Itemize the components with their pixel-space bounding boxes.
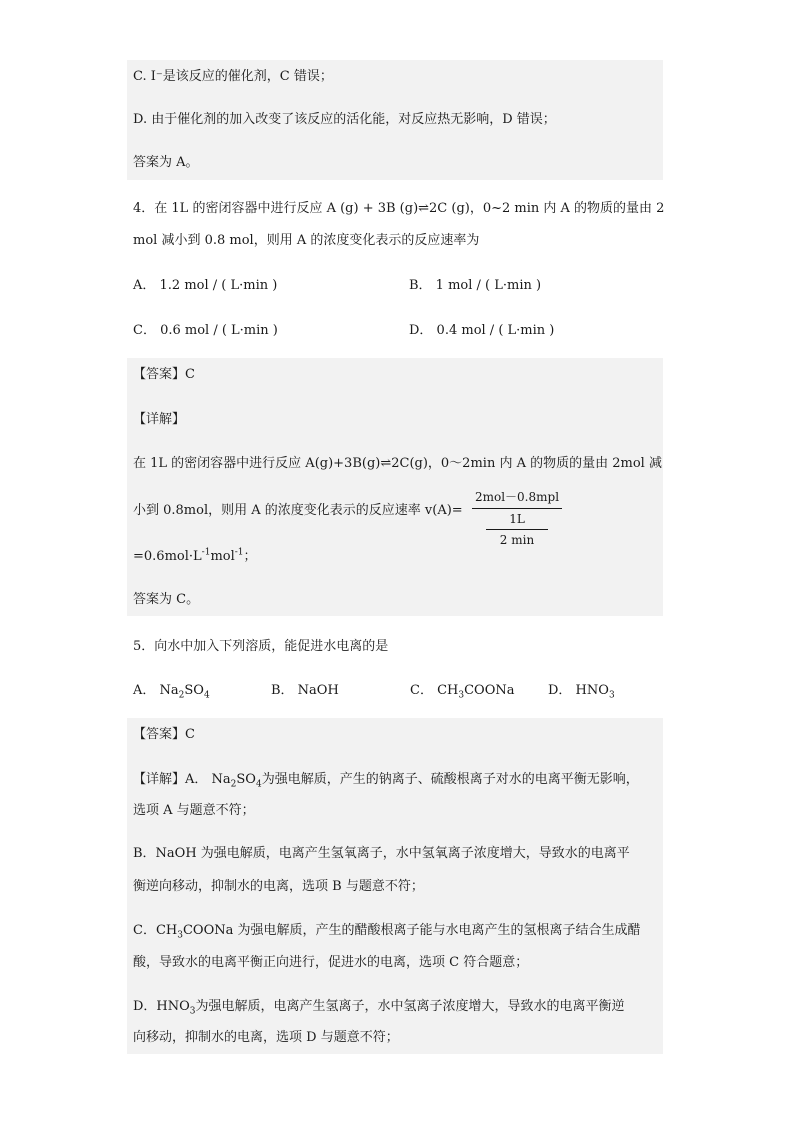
- q5-dc-post: COONa 为强电解质，产生的醋酸根离子能与水电离产生的氢根离子结合生成醋: [182, 923, 641, 938]
- q4-result-sup2: -1: [234, 547, 244, 558]
- q5-answer-text: 【答案】C: [133, 727, 195, 742]
- q5-dd-sub: 3: [189, 1006, 196, 1017]
- rate-fraction: [472, 488, 562, 548]
- q5-detail-c-text1: [127, 923, 641, 941]
- q4-detail-result: [127, 549, 257, 564]
- q4-detail-head-text: 【详解】: [133, 412, 186, 427]
- q4-stem-text2: mol 减小到 0.8 mol，则用 A 的浓度变化表示的反应速率为: [133, 233, 480, 248]
- c-option-text: C. I⁻是该反应的催化剂，C 错误；: [133, 69, 333, 84]
- fraction-denominator: 2 min: [499, 533, 535, 547]
- q4-stem-line2: [127, 230, 663, 252]
- q4-detail-line1: [127, 442, 663, 486]
- q5-detail-a-line1: [127, 762, 663, 798]
- q4-option-d: D． 0.4 mol / ( L·min ): [409, 323, 555, 338]
- q4-detail-text2: 小到 0.8mol，则用 A 的浓度变化表示的反应速率 v(A)=: [133, 503, 463, 518]
- q5-c-pre: C． CH: [410, 683, 459, 698]
- q4-detail-text1: 在 1L 的密闭容器中进行反应 A(g)+3B(g)⇌2C(g)，0～2min 内 A 的物质的量由 2mol 减: [133, 456, 662, 471]
- q4-detail-head-line: [127, 398, 663, 442]
- answer-c-text: 答案为 C。: [133, 592, 200, 607]
- q4-result-part2: mol: [210, 549, 235, 564]
- q4-answer-line: [127, 358, 663, 398]
- q5-option-c: [410, 680, 515, 702]
- q5-c-sub: 3: [458, 690, 465, 701]
- q5-detail-d-line2: [127, 1026, 663, 1054]
- q5-dd-post: 为强电解质，电离产生氢离子，水中氢离子浓度增大，导致水的电离平衡逆: [195, 999, 625, 1014]
- q5-da-sub2: 4: [255, 779, 262, 790]
- q5-detail-c-text2: 酸，导致水的电离平衡正向进行，促进水的电离，选项 C 符合题意；: [133, 955, 529, 970]
- q4-option-b: B． 1 mol / ( L·min ): [409, 278, 542, 293]
- q5-dc-sub: 3: [177, 930, 183, 941]
- q5-option-d: [548, 680, 615, 702]
- q5-dc-pre: C．CH: [133, 923, 178, 938]
- q5-stem-line: [127, 636, 663, 658]
- q5-detail-d-line1: [127, 984, 663, 1026]
- fraction-bar-outer: [486, 529, 548, 530]
- fraction-numerator: 2mol－0.8mpl: [474, 490, 560, 504]
- answer-c-line: [127, 584, 663, 616]
- q4-detail-line3: [127, 544, 663, 584]
- c-option-line: [127, 60, 663, 104]
- q4-stem-text1: 4．在 1L 的密闭容器中进行反应 A (g) + 3B (g)⇌2C (g)，0~2 min 内 A 的物质的量由 2: [133, 201, 665, 216]
- q5-a-sub2: 4: [203, 690, 210, 701]
- d-option-text: D. 由于催化剂的加入改变了该反应的活化能，对反应热无影响，D 错误；: [133, 112, 556, 127]
- q5-a-pre: A． Na: [133, 683, 179, 698]
- q5-option-b: B． NaOH: [271, 683, 339, 698]
- q5-option-a: [133, 680, 210, 702]
- q5-answer-line: [127, 718, 663, 762]
- q4-answer-text: 【答案】C: [133, 367, 195, 382]
- q5-d-pre: D． HNO: [548, 683, 609, 698]
- q5-detail-b-line2: [127, 874, 663, 908]
- q5-a-mid: SO: [184, 683, 204, 698]
- q5-detail-d-text1: [127, 999, 625, 1017]
- q4-result-part3: ；: [243, 549, 257, 564]
- q5-stem-text: 5．向水中加入下列溶质，能促进水电离的是: [133, 639, 389, 654]
- q5-dd-pre: D．HNO: [133, 999, 190, 1014]
- q5-detail-a-text2: 选项 A 与题意不符；: [133, 803, 255, 818]
- q5-detail-b-line1: [127, 832, 663, 874]
- q5-detail-b-text2: 衡逆向移动，抑制水的电离，选项 B 与题意不符；: [133, 879, 424, 894]
- q5-detail-a-text1: [127, 772, 639, 790]
- fraction-bar-inner: [472, 508, 562, 509]
- q4-option-c: C． 0.6 mol / ( L·min ): [133, 323, 278, 338]
- q5-da-sub1: 2: [230, 779, 237, 790]
- fraction-middle: 1L: [509, 512, 525, 526]
- q4-detail-line2: [127, 486, 663, 544]
- q5-detail-d-text2: 向移动，抑制水的电离，选项 D 与题意不符；: [133, 1030, 399, 1045]
- q4-result-part1: =0.6mol·L: [133, 549, 202, 564]
- q4-stem-line1: [127, 198, 663, 220]
- q4-option-a: A． 1.2 mol / ( L·min ): [133, 278, 278, 293]
- q5-d-sub: 3: [608, 690, 615, 701]
- q5-detail-c-line2: [127, 950, 663, 984]
- q5-a-sub1: 2: [178, 690, 185, 701]
- q5-da-post: 为强电解质，产生的钠离子、硫酸根离子对水的电离平衡无影响，: [261, 772, 639, 787]
- q5-detail-a-line2: [127, 798, 663, 832]
- answer-a-line: [127, 146, 663, 180]
- q5-da-pre: 【详解】A． Na: [133, 772, 231, 787]
- q5-da-mid: SO: [236, 772, 256, 787]
- q5-detail-b-text1: B．NaOH 为强电解质，电离产生氢氧离子，水中氢氧离子浓度增大，导致水的电离平: [133, 846, 630, 861]
- q5-detail-c-line1: [127, 908, 663, 950]
- q4-result-sup1: -1: [201, 547, 211, 558]
- d-option-line: [127, 104, 663, 146]
- answer-a-text: 答案为 A。: [133, 155, 199, 170]
- q5-c-post: COONa: [464, 683, 515, 698]
